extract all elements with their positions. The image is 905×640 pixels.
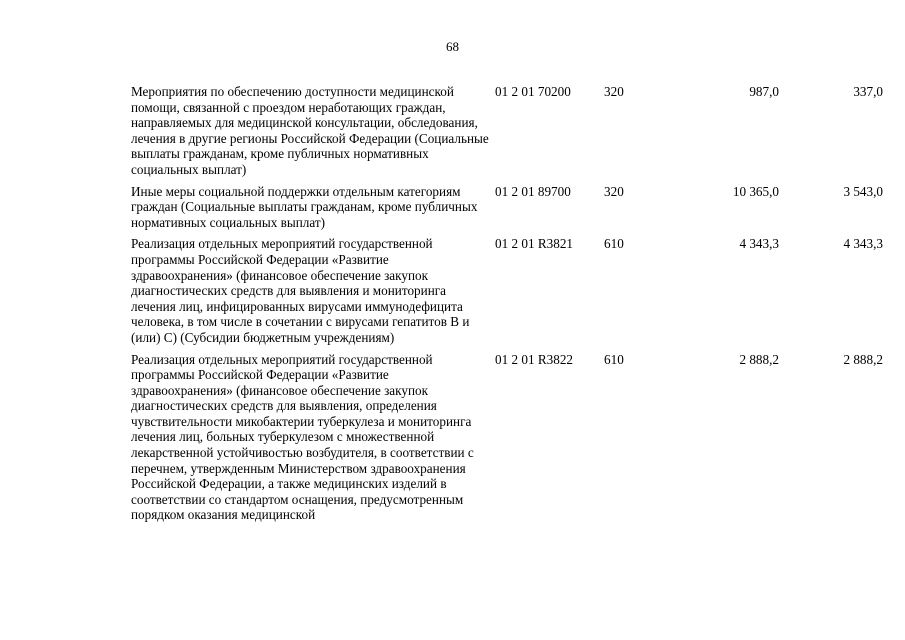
row-amount-2: 3 543,0 [843,183,883,199]
row-target-code: 01 2 01 70200 [495,84,571,99]
table-row [131,352,883,524]
row-description: Реализация отдельных мероприятий государственной программы Российской Федерации «Развитие здравоохранения» (финансовое обеспечение закупок диагностических средств для выявления и мониторинга лечения лиц, инфицированных вирусами иммунодефицита человека, в том числе в сочетании с вирусами гепатитов B и (или) C) (Субсидии бюджетным учреждениям) [131,236,470,345]
table-row [131,84,883,178]
row-expense-type: 320 [604,183,624,199]
row-expense-type: 610 [604,351,624,367]
budget-table [131,84,883,529]
row-amount-2: 337,0 [853,84,883,99]
row-amount-2: 2 888,2 [843,351,883,367]
row-expense-type: 320 [604,84,624,99]
row-description: Мероприятия по обеспечению доступности медицинской помощи, связанной с проездом неработающих граждан, направляемых для медицинской консультации, обследования, лечения в другие регионы Российской Федерации (Социальные выплаты гражданам, кроме публичных нормативных социальных выплат) [131,84,489,177]
row-description: Иные меры социальной поддержки отдельным категориям граждан (Социальные выплаты гражданам, кроме публичных нормативных социальных выплат) [131,183,478,230]
row-description: Реализация отдельных мероприятий государственной программы Российской Федерации «Развитие здравоохранения» (финансовое обеспечение закупок диагностических средств для выявления, определения чувствительности микобактерии туберкулеза и мониторинга лечения лиц, больных туберкулезом с множественной лекарственной устойчивостью возбудителя, в соответствии с перечнем, утвержденным Министерством здравоохранения Российской Федерации, а также медицинских изделий в соответствии со стандартом оснащения, предусмотренным порядком оказания медицинской [131,351,474,523]
row-target-code: 01 2 01 R3821 [495,236,574,252]
row-amount-1: 10 365,0 [732,183,779,199]
row-amount-1: 2 888,2 [739,351,779,367]
row-expense-type: 610 [604,236,624,252]
table-row [131,184,883,231]
row-amount-1: 4 343,3 [739,236,779,252]
page-number: 68 [446,39,459,54]
row-target-code: 01 2 01 89700 [495,183,571,199]
table-row [131,236,883,345]
row-amount-1: 987,0 [749,84,779,99]
row-target-code: 01 2 01 R3822 [495,351,574,367]
row-amount-2: 4 343,3 [843,236,883,252]
